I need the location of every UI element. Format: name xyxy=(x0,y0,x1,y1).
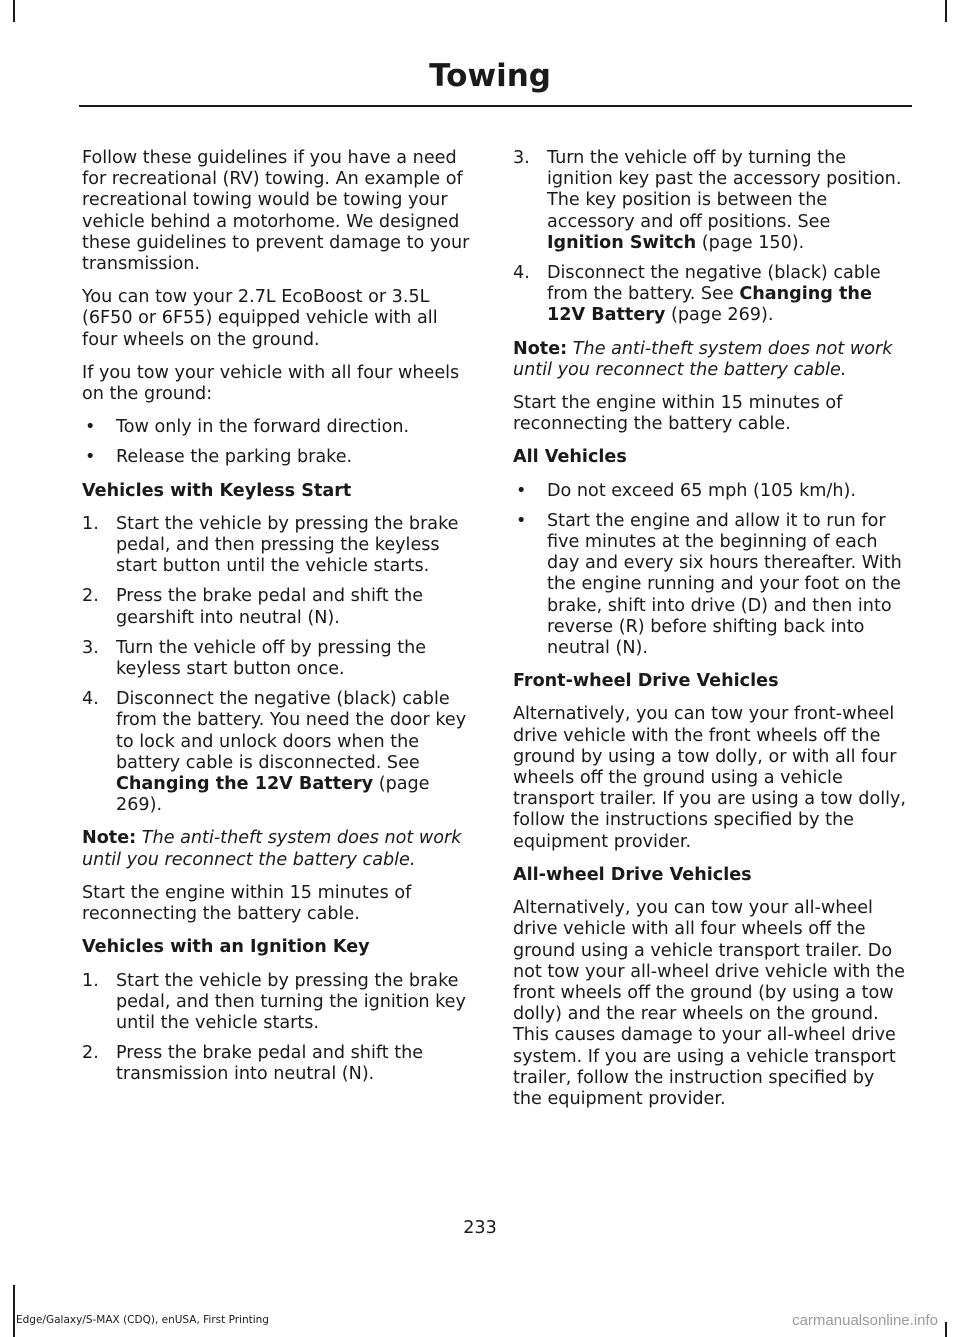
left-column xyxy=(82,148,476,1098)
step-number: 1. xyxy=(82,970,99,991)
engines-paragraph: You can tow your 2.7L EcoBoost or 3.5L (6F50 or 6F55) equipped vehicle with all four wheels on the ground. xyxy=(82,287,438,350)
page-reference: (page 150). xyxy=(696,232,805,253)
step-text: Turn the vehicle off by turning the ignition key past the accessory position. The key position is between the accessory and off positions. See xyxy=(547,148,902,232)
page-reference: (page 269). xyxy=(665,305,774,326)
list-item xyxy=(513,481,907,502)
all-vehicles-heading: All Vehicles xyxy=(513,447,627,468)
crop-mark-bottom-right xyxy=(945,1322,947,1337)
changing-battery-link[interactable]: Changing the 12V Battery xyxy=(116,774,374,795)
page-reference: (page 269). xyxy=(116,774,430,816)
start-engine-paragraph: Start the engine within 15 minutes of reconnecting the battery cable. xyxy=(82,882,412,925)
bullet-marker: • xyxy=(516,510,527,531)
list-item-text: Do not exceed 65 mph (105 km/h). xyxy=(547,480,856,501)
ignition-steps xyxy=(82,971,476,1086)
step-number: 1. xyxy=(82,513,99,534)
bullet-marker: • xyxy=(85,447,96,468)
awd-heading: All-wheel Drive Vehicles xyxy=(513,864,752,885)
list-item xyxy=(82,638,476,680)
note-label: Note: xyxy=(82,828,137,849)
list-item xyxy=(82,514,476,578)
step-text: Press the brake pedal and shift the transmission into neutral (N). xyxy=(116,1043,424,1085)
step-number: 2. xyxy=(82,586,99,607)
fwd-heading: Front-wheel Drive Vehicles xyxy=(513,671,779,692)
watermark: carmanualsonline.info xyxy=(792,1312,938,1329)
crop-mark-top-right xyxy=(945,0,947,22)
ignition-heading: Vehicles with an Ignition Key xyxy=(82,937,370,958)
step-text: Disconnect the negative (black) cable from the battery. You need the door key to lock and unlock doors when the battery cable is disconnected. See xyxy=(116,689,467,773)
header-divider xyxy=(79,105,912,107)
page-title: Towing xyxy=(429,58,551,94)
bullet-marker: • xyxy=(516,480,527,501)
right-column xyxy=(513,148,907,1122)
step-number: 4. xyxy=(513,263,530,284)
list-item xyxy=(513,263,907,327)
step-text: Disconnect the negative (black) cable from the battery. See xyxy=(547,263,881,305)
note-paragraph xyxy=(513,339,907,381)
step-text: Press the brake pedal and shift the gearshift into neutral (N). xyxy=(116,586,424,628)
step-text: Start the vehicle by pressing the brake pedal, and then turning the ignition key until the vehicle starts. xyxy=(116,970,466,1033)
page-number: 233 xyxy=(463,1218,497,1238)
ignition-switch-link[interactable]: Ignition Switch xyxy=(547,232,697,253)
all-vehicles-bullets xyxy=(513,481,907,660)
list-item xyxy=(82,447,476,468)
keyless-steps xyxy=(82,514,476,817)
list-item xyxy=(82,1043,476,1085)
list-item-text: Tow only in the forward direction. xyxy=(116,417,410,438)
fwd-paragraph: Alternatively, you can tow your front-wheel drive vehicle with the front wheels off the ground by using a tow dolly, or with all four wheels off the ground using a vehicle transport trailer. If you are using a tow dolly, follow the instructions specified by the equipment provider. xyxy=(513,704,906,852)
step-number: 3. xyxy=(513,148,530,168)
footer-edition: Edge/Galaxy/S-MAX (CDQ), enUSA, First Printing xyxy=(16,1314,269,1326)
list-item xyxy=(82,586,476,628)
list-item xyxy=(82,971,476,1035)
list-item xyxy=(82,417,476,438)
crop-mark-bottom-left xyxy=(13,1285,15,1337)
bullet-marker: • xyxy=(85,417,96,438)
list-item xyxy=(513,511,907,659)
step-number: 4. xyxy=(82,689,99,710)
step-text: Start the vehicle by pressing the brake pedal, and then pressing the keyless start button until the vehicle starts. xyxy=(116,513,459,577)
start-engine-paragraph: Start the engine within 15 minutes of reconnecting the battery cable. xyxy=(513,393,843,435)
awd-paragraph: Alternatively, you can tow your all-wheel drive vehicle with all four wheels off the ground using a vehicle transport trailer. Do not tow your all-wheel drive vehicle with the front wheels off the ground (by using a tow dolly) and the rear wheels on the ground. This causes damage to your all-wheel drive system. If you are using a vehicle transport trailer, follow the instruction specified by the equipment provider. xyxy=(513,898,905,1109)
if-tow-paragraph: If you tow your vehicle with all four wheels on the ground: xyxy=(82,362,460,405)
step-number: 2. xyxy=(82,1043,99,1064)
step-text: Turn the vehicle off by pressing the keyless start button once. xyxy=(116,637,427,680)
intro-paragraph: Follow these guidelines if you have a need for recreational (RV) towing. An example of recreational towing would be towing your vehicle behind a motorhome. We designed these guidelines to prevent damage to your transmission. xyxy=(82,148,470,275)
note-text: The anti-theft system does not work until you reconnect the battery cable. xyxy=(82,828,462,870)
crop-mark-top-left xyxy=(13,0,15,22)
changing-battery-link[interactable]: Changing the 12V Battery xyxy=(547,284,872,326)
step-number: 3. xyxy=(82,637,99,658)
tow-bullet-list xyxy=(82,417,476,468)
ignition-steps-continued xyxy=(513,148,907,327)
list-item-text: Release the parking brake. xyxy=(116,447,353,468)
list-item xyxy=(82,689,476,816)
note-label: Note: xyxy=(513,338,568,359)
note-paragraph xyxy=(82,828,476,870)
list-item-text: Start the engine and allow it to run for five minutes at the beginning of each day and every six hours thereafter. With the engine running and your foot on the brake, shift into drive (D) and then into reverse (R) before shifting back into neutral (N). xyxy=(547,510,902,659)
keyless-heading: Vehicles with Keyless Start xyxy=(82,480,352,501)
list-item xyxy=(513,148,907,254)
note-text: The anti-theft system does not work until you reconnect the battery cable. xyxy=(513,338,893,380)
